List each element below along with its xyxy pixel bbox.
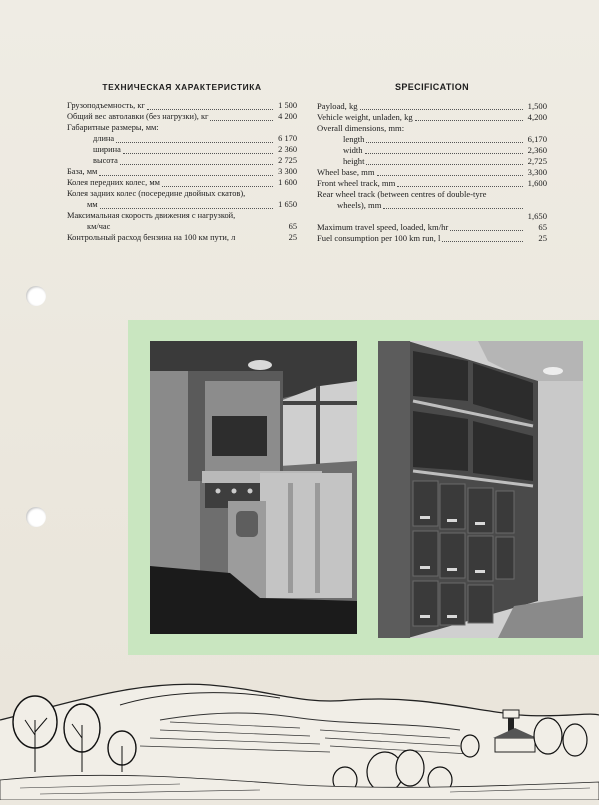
english-specification <box>317 82 547 244</box>
spec-row: Fuel consumption per 100 km run, l 25 <box>317 233 547 244</box>
spec-row: мм 1 650 <box>67 200 297 211</box>
spec-row: 1,650 <box>527 211 547 221</box>
spec-row: Максимальная скорость движения с нагрузкой, <box>67 211 236 220</box>
spec-row: длина 6 170 <box>67 134 297 145</box>
binder-hole-bottom <box>26 507 46 527</box>
spec-row: Vehicle weight, unladen, kg 4,200 <box>317 112 547 123</box>
landscape-illustration <box>0 660 599 800</box>
spec-row: км/час 65 <box>87 222 297 231</box>
spec-row: ширина 2 360 <box>67 145 297 156</box>
binder-hole-top <box>26 286 46 306</box>
spec-row: Wheel base, mm 3,300 <box>317 167 547 178</box>
spec-row: Контрольный расход бензина на 100 км пути, л 25 <box>67 233 297 242</box>
spec-row: высота 2 725 <box>67 156 297 167</box>
english-spec-title: SPECIFICATION <box>394 82 470 92</box>
spec-row: Front wheel track, mm 1,600 <box>317 178 547 189</box>
spec-row: Overall dimensions, mm: <box>317 123 405 133</box>
spec-row: height 2,725 <box>317 156 547 167</box>
spec-row: wheels), mm <box>317 200 547 211</box>
spec-row: width 2,360 <box>317 145 547 156</box>
spec-row: Колея передних колес, мм 1 600 <box>67 178 297 189</box>
spec-row: Rear wheel track (between centres of double-tyre <box>317 189 487 199</box>
spec-row: Колея задних колес (посередине двойных скатов), <box>67 189 246 198</box>
interior-shelving-photo <box>378 341 583 638</box>
russian-specification <box>67 82 297 244</box>
spec-row: Maximum travel speed, loaded, km/hr 65 <box>317 222 547 233</box>
spec-row: Грузоподъемность, кг 1 500 <box>67 101 297 112</box>
spec-row: length 6,170 <box>317 134 547 145</box>
spec-row: Payload, kg 1,500 <box>317 101 547 112</box>
spec-row: Общий вес автолавки (без нагрузки), кг 4 200 <box>67 112 297 123</box>
spec-row: Габаритные размеры, мм: <box>67 123 159 132</box>
interior-counter-photo <box>150 341 357 634</box>
spec-row: База, мм 3 300 <box>67 167 297 178</box>
russian-spec-title: ТЕХНИЧЕСКАЯ ХАРАКТЕРИСТИКА <box>102 82 262 92</box>
